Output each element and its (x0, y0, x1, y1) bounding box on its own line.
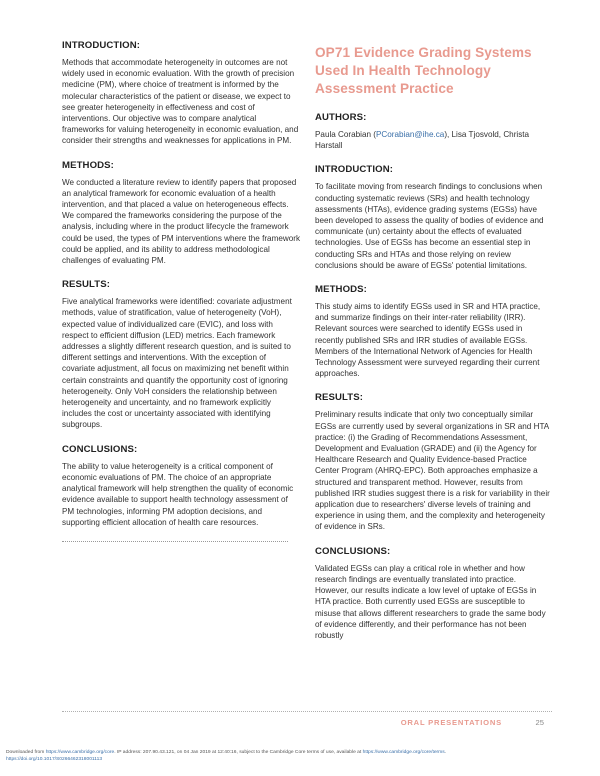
footer-divider (62, 711, 552, 712)
footer-section-label: ORAL PRESENTATIONS (400, 718, 502, 727)
download-notice (6, 749, 596, 763)
download-dot: . (444, 750, 447, 755)
left-column (62, 40, 300, 542)
right-conclusions-text: Validated EGSs can play a critical role in whether and how research findings are eventually translated into practice. However, our results indicate a low level of uptake of EGSs in HTA practice. Both currently used EGSs are susceptible to misuse that allows different researchers to grade the same body of evidence differently, and their performance has not been robustly (315, 563, 546, 640)
author-email-link[interactable]: PCorabian@ihe.ca (375, 130, 445, 139)
left-introduction-section (62, 40, 300, 147)
left-results-section (62, 279, 300, 430)
core-link[interactable]: https://www.cambridge.org/core (45, 750, 115, 755)
abstract-end-divider (62, 541, 288, 542)
page-number: 25 (535, 718, 544, 727)
left-results-heading: RESULTS: (62, 279, 111, 291)
terms-link[interactable]: https://www.cambridge.org/core/terms (362, 750, 445, 755)
right-introduction-text: To facilitate moving from research findings to conclusions when conducting systematic reviews (SRs) and health technology assessments (HTAs), evidence grading systems (EGSs) have been developed to assess the quality of bodies of evidence and communicate (un) certainty about the effects of evaluated technologies. Use of EGSs has become an essential step in conducting SRs and HTAs and those relying on review conclusions should be aware of EGSs' potential limitations. (315, 182, 544, 270)
left-introduction-heading: INTRODUCTION: (62, 40, 141, 51)
download-prefix: Downloaded from (6, 750, 46, 755)
authors-section (315, 112, 552, 151)
left-methods-heading: METHODS: (62, 159, 114, 171)
left-conclusions-text: The ability to value heterogeneity is a critical component of economic evaluations of PM. The choice of an appropriate analytical framework will help strengthen the quality of economic evidence available to support health technology assessment of PM technologies, informing PM adoption decisions, and supporting efficient allocation of health care resources. (62, 461, 294, 527)
right-methods-section (315, 284, 552, 379)
author-first: Paula Corabian ( (315, 130, 376, 139)
authors-heading: AUTHORS: (315, 112, 367, 123)
right-conclusions-section (315, 546, 552, 641)
left-conclusions-section (62, 444, 300, 528)
download-middle: . IP address: 207.90.43.121, on 04 Jan 2019 at 12:40:16, subject to the Cambridge Core terms of use, available at (114, 750, 363, 755)
right-results-text: Preliminary results indicate that only two conceptually similar EGSs are currently used by several organizations in SR and HTA practice: (i) the Grading of Recommendations Assessment, Development and Evaluation (GRADE) and (ii) the Agency for Healthcare Research and Quality Evidence-based Practice Center Program (AHRQ-EPC). Both approaches emphasize a structured and transparent method. However, results from published IRR studies suggest there is a risk for variability in their application due to researchers' diverse levels of training and experience in using them, and the complexity and heterogeneity of evidence in SRs. (315, 410, 550, 532)
right-methods-text: This study aims to identify EGSs used in SR and HTA practice, and summarize findings on their inter-rater reliability (IRR). Relevant sources were searched to identify EGSs used in recently published SRs and IRR studies of available EGSs. Members of the International Network of Agencies for Health Technology Assessment were surveyed regarding their current approaches. (315, 302, 541, 379)
authors-line (315, 129, 552, 151)
left-introduction-text: Methods that accommodate heterogeneity in outcomes are not widely used in economic evaluation. With the growth of precision medicine (PM), where choice of treatment is informed by the molecular characteristics of the patient or disease, we expect to see greater heterogeneity in effectiveness and cost of interventions. Our objective was to compare analytical frameworks for valuing heterogeneity in economic evaluation, and consider their strengths and weaknesses for applications in PM. (62, 58, 299, 146)
right-results-heading: RESULTS: (315, 392, 364, 404)
right-introduction-section (315, 164, 552, 271)
right-results-section (315, 392, 552, 532)
left-methods-section (62, 160, 300, 267)
right-column (315, 40, 552, 654)
right-methods-heading: METHODS: (315, 284, 367, 296)
right-introduction-heading: INTRODUCTION: (315, 164, 394, 176)
left-methods-text: We conducted a literature review to identify papers that proposed an analytical framework for economic evaluation of a health intervention, and that placed a value on heterogeneous effects. We compared the frameworks considering the purpose of the analysis, including where in the product lifecycle the framework could be used, the types of PM interventions where the framework could be applied, and its ability to address methodological challenges of evaluating PM. (62, 177, 301, 266)
doi-link[interactable]: https://doi.org/10.1017/S0266462318001113 (6, 757, 103, 762)
left-conclusions-heading: CONCLUSIONS: (62, 443, 138, 455)
left-results-text: Five analytical frameworks were identified: covariate adjustment methods, value of stratification, value of heterogeneity (VoH), expected value of individualized care (EVIC), and loss with respect to efficient diffusion (LED) metrics. Each framework addresses a slightly different research question, and is suited to different settings and interventions. With the exception of covariate adjustment, all focus on maximizing net benefit within certain constraints and quantify the opportunity cost of ignoring heterogeneity. Only VoH considers the relationship between heterogeneity and uncertainty, and no framework explicitly includes the cost or uncertainty associated with identifying subgroups. (62, 297, 292, 430)
right-conclusions-heading: CONCLUSIONS: (315, 545, 391, 557)
abstract-title: OP71 Evidence Grading Systems Used In Health Technology Assessment Practice (315, 45, 532, 96)
authors-rest: ), Lisa Tjosvold, Christa Harstall (315, 130, 530, 151)
